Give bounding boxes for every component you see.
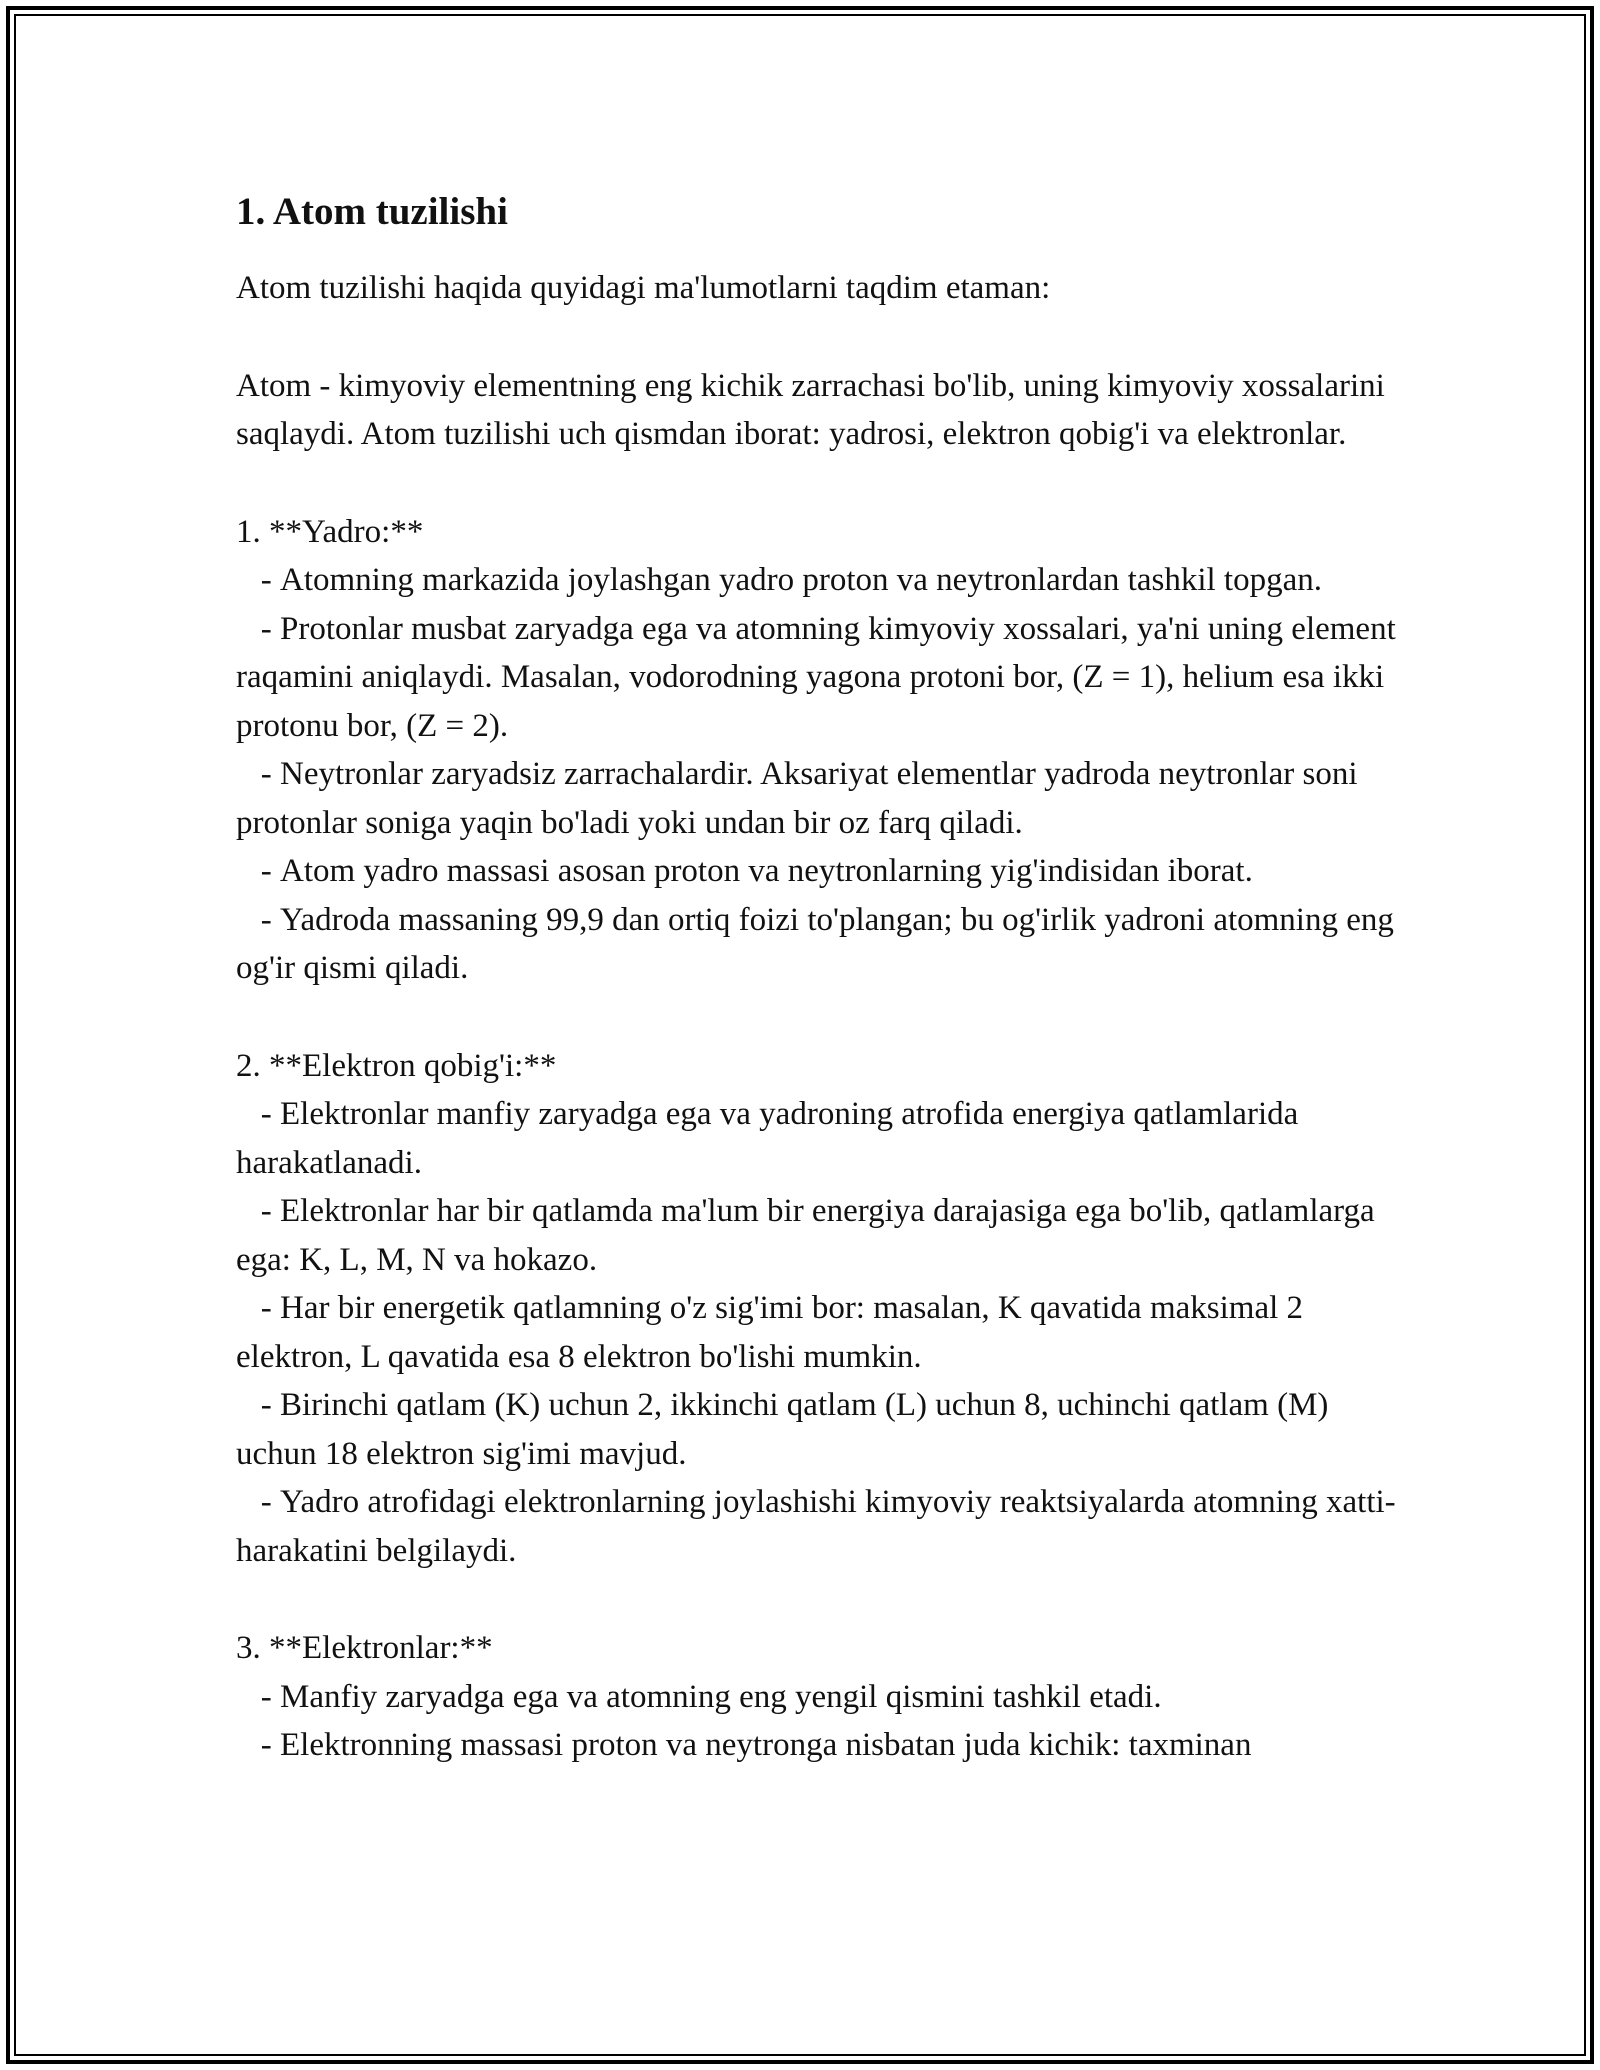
list-item: - Birinchi qatlam (K) uchun 2, ikkinchi qatlam (L) uchun 8, uchinchi qatlam (M) uchun 18 elektron sig'imi mavjud. bbox=[236, 1381, 1406, 1478]
bullet-list bbox=[236, 1673, 1406, 1770]
list-item: - Har bir energetik qatlamning o'z sig'imi bor: masalan, K qavatida maksimal 2 elektron, L qavatida esa 8 elektron bo'lishi mumkin. bbox=[236, 1284, 1406, 1381]
document-body bbox=[236, 186, 1406, 1770]
list-item: - Yadro atrofidagi elektronlarning joylashishi kimyoviy reaktsiyalarda atomning xatti-harakatini belgilaydi. bbox=[236, 1478, 1406, 1575]
section-heading: 2. **Elektron qobig'i:** bbox=[236, 1047, 557, 1084]
list-item: - Yadroda massaning 99,9 dan ortiq foizi to'plangan; bu og'irlik yadroni atomning eng og'ir qismi qiladi. bbox=[236, 896, 1406, 993]
list-item: - Neytronlar zaryadsiz zarrachalardir. Aksariyat elementlar yadroda neytronlar soni protonlar soniga yaqin bo'ladi yoki undan bir oz farq qiladi. bbox=[236, 750, 1406, 847]
intro-paragraph: Atom tuzilishi haqida quyidagi ma'lumotlarni taqdim etaman: bbox=[236, 270, 1051, 306]
section-heading: 3. **Elektronlar:** bbox=[236, 1630, 493, 1666]
list-item: - Protonlar musbat zaryadga ega va atomning kimyoviy xossalari, ya'ni uning element raqamini aniqlaydi. Masalan, vodorodning yagona protoni bor, (Z = 1), helium esa ikki protonu bor, (Z = 2). bbox=[236, 605, 1406, 751]
list-item: - Atomning markazida joylashgan yadro proton va neytronlardan tashkil topgan. bbox=[236, 556, 1406, 605]
list-item: - Atom yadro massasi asosan proton va neytronlarning yig'indisidan iborat. bbox=[236, 847, 1406, 896]
list-item: - Elektronning massasi proton va neytronga nisbatan juda kichik: taxminan bbox=[236, 1721, 1406, 1770]
list-item: - Elektronlar har bir qatlamda ma'lum bir energiya darajasiga ega bo'lib, qatlamlarga ega: K, L, M, N va hokazo. bbox=[236, 1187, 1406, 1284]
bullet-list bbox=[236, 1090, 1406, 1575]
page-title: 1. Atom tuzilishi bbox=[236, 190, 508, 233]
section-yadro bbox=[236, 508, 1406, 993]
section-heading: 1. **Yadro:** bbox=[236, 513, 424, 550]
list-item: - Manfiy zaryadga ega va atomning eng yengil qismini tashkil etadi. bbox=[236, 1673, 1406, 1722]
list-item: - Elektronlar manfiy zaryadga ega va yadroning atrofida energiya qatlamlarida harakatlanadi. bbox=[236, 1090, 1406, 1187]
bullet-list bbox=[236, 556, 1406, 993]
section-elektron-qobigi bbox=[236, 1042, 1406, 1576]
section-elektronlar bbox=[236, 1624, 1406, 1770]
definition-paragraph: Atom - kimyoviy elementning eng kichik zarrachasi bo'lib, uning kimyoviy xossalarini saqlaydi. Atom tuzilishi uch qismdan iborat: yadrosi, elektron qobig'i va elektronlar. bbox=[236, 367, 1385, 452]
